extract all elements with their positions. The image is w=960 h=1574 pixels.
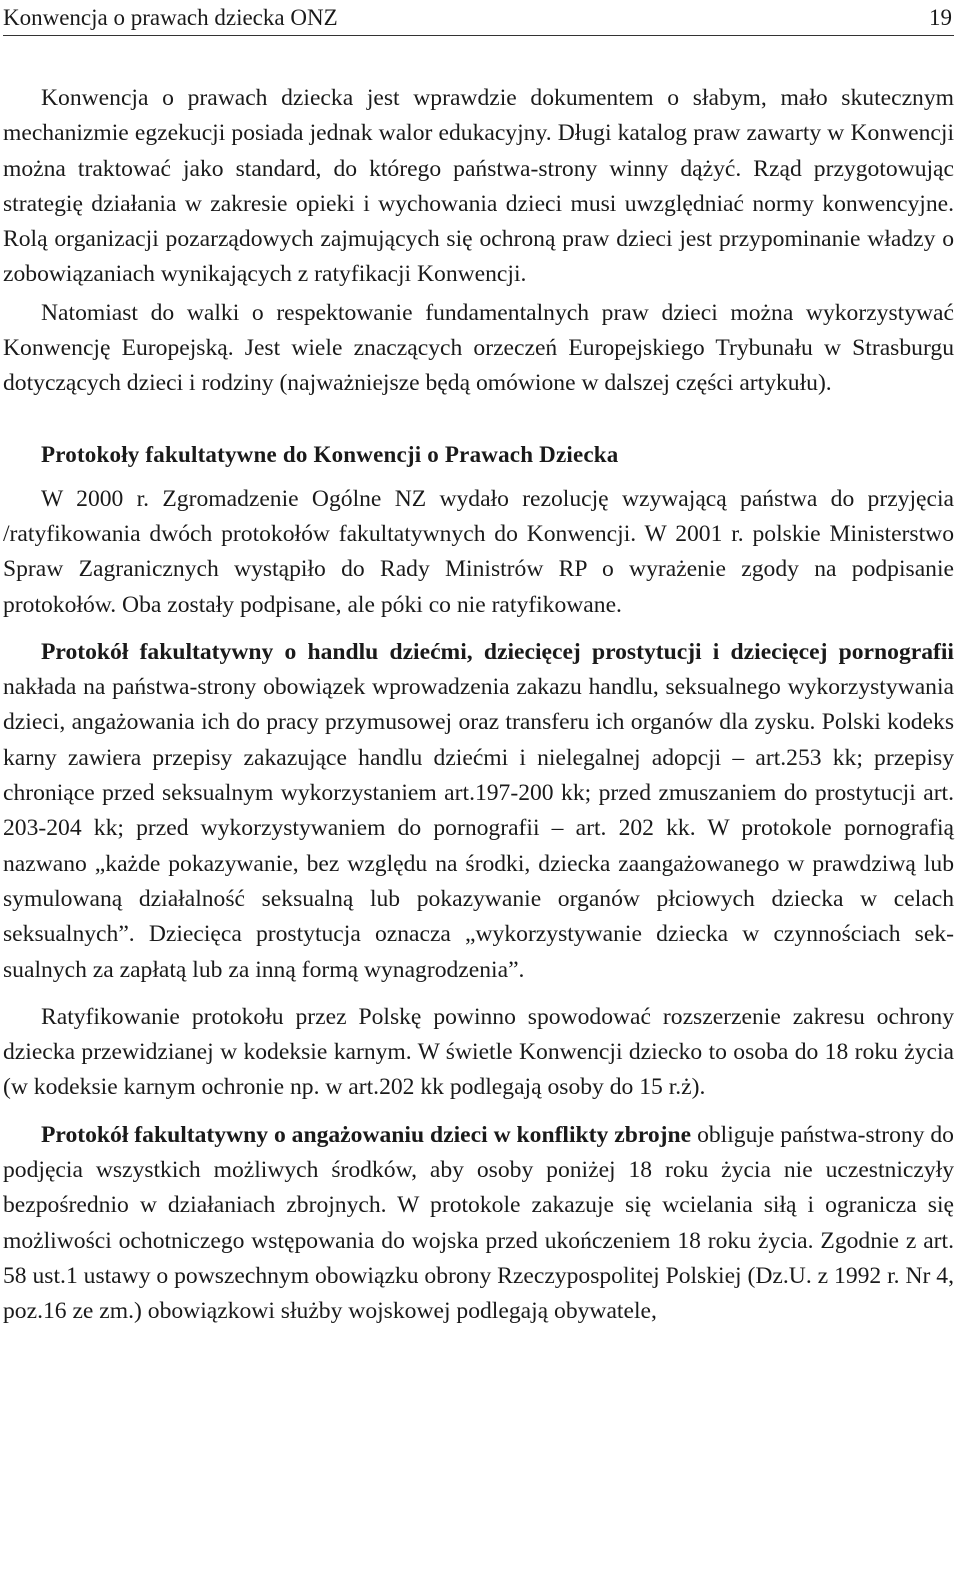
protocol-armed-conflict-title: Protokół fakultatywny o angażowaniu dzieci w konflikty zbrojne xyxy=(41,1121,692,1148)
paragraph-protocol-armed-conflict xyxy=(3,1118,954,1330)
paragraph-ratification: Ratyfikowanie protokołu przez Polskę powinno spowodować rozszerzenie zakresu ochrony dziecka przewidzianej w kodeksie karnym. W świetle Konwencji dziecko to osoba do 18 roku życia (w kodeksie karnym ochronie np. w art.202 kk podlegają osoby do 15 r.ż). xyxy=(3,1003,954,1101)
running-title: Konwencja o prawach dziecka ONZ xyxy=(3,5,338,30)
section-heading: Protokoły fakultatywne do Konwencji o Prawach Dziecka xyxy=(41,441,619,467)
paragraph-european-convention: Natomiast do walki o respektowanie fundamentalnych praw dzieci można wykorzystywać Konwencję Europejską. Jest wiele znaczących orzeczeń Europejskiego Trybunału w Strasburgu dotyczących dzieci i rodziny (najważniejsze będą omówione w dalszej części artykułu). xyxy=(3,299,954,397)
protocol-trafficking-text: nakłada na państwa-strony obowiązek wprowadzenia zakazu handlu, seksualnego wykorzystywania dzieci, angażowania ich do pracy przymusowej oraz transferu ich organów dla zysku. Polski kodeks karny zawiera przepisy zakazujące handlu dziećmi i nielegalnej adopcji – art.253 kk; przepisy chroniące przed seksualnym wykorzystaniem art.197-200 kk; przed zmuszaniem do prostytucji art. 203-204 kk; przed wykorzystywaniem do pornografii – art. 202 kk. W protokole pornografią nazwano „każde pokazywanie, bez względu na środki, dziecka zaangażowanego w prawdziwą lub symulowaną działalność seksualną lub pokazywanie organów płciowych dziecka w celach seksualnych”. Dziecięca prostytucja oznacza „wykorzystywanie dziecka w czynnościach seksualnych za zapłatą lub za inną formą wynagrodzenia”. xyxy=(3,674,954,983)
paragraph-protocol-trafficking xyxy=(3,635,954,988)
protocol-trafficking-title: Protokół fakultatywny o handlu dziećmi, dziecięcej prostytucji i dziecięcej pornografii xyxy=(41,638,954,665)
article-body xyxy=(3,81,954,1330)
paragraph-optional-protocols: W 2000 r. Zgromadzenie Ogólne NZ wydało rezolucję wzywającą państwa do przyjęcia /ratyfikowania dwóch protokołów fakultatywnych do Konwencji. W 2001 r. polskie Ministerstwo Spraw Zagranicznych wystąpiło do Rady Ministrów RP o wyrażenie zgody na podpisanie protokołów. Oba zostały podpisane, ale póki co nie ratyfikowane. xyxy=(3,485,954,618)
document-page xyxy=(3,0,954,1330)
protocol-armed-conflict-text: obliguje państwa-strony do podjęcia wszystkich możliwych środków, aby osoby poniżej 18 roku życia nie uczestniczyły bezpośrednio w działaniach zbrojnych. W protokole zakazuje się wcielania siłą i ogranicza się możliwości ochotniczego wstępowania do wojska przed ukończeniem 18 roku życia. Zgodnie z art. 58 ust.1 ustawy o powszechnym obowiązku obrony Rzeczypospolitej Polskiej (Dz.U. z 1992 r. Nr 4, poz.16 ze zm.) obowiązkowi służby wojskowej podlegają obywatele, xyxy=(3,1121,954,1325)
page-number: 19 xyxy=(929,5,952,30)
paragraph-convention-education: Konwencja o prawach dziecka jest wprawdzie dokumentem o słabym, mało skutecznym mechanizmie egzekucji posiada jednak walor edukacyjny. Długi katalog praw zawarty w Konwencji można traktować jako standard, do którego państwa-strony winny dążyć. Rząd przygotowując strategię działania w zakresie opieki i wychowania dzieci musi uwzględniać normy konwencyjne. Rolą organizacji pozarządowych zajmujących się ochroną praw dzieci jest przypominanie władzy o zobowiązaniach wynikających z ratyfikacji Konwencji. xyxy=(3,85,954,288)
running-header xyxy=(3,0,954,36)
